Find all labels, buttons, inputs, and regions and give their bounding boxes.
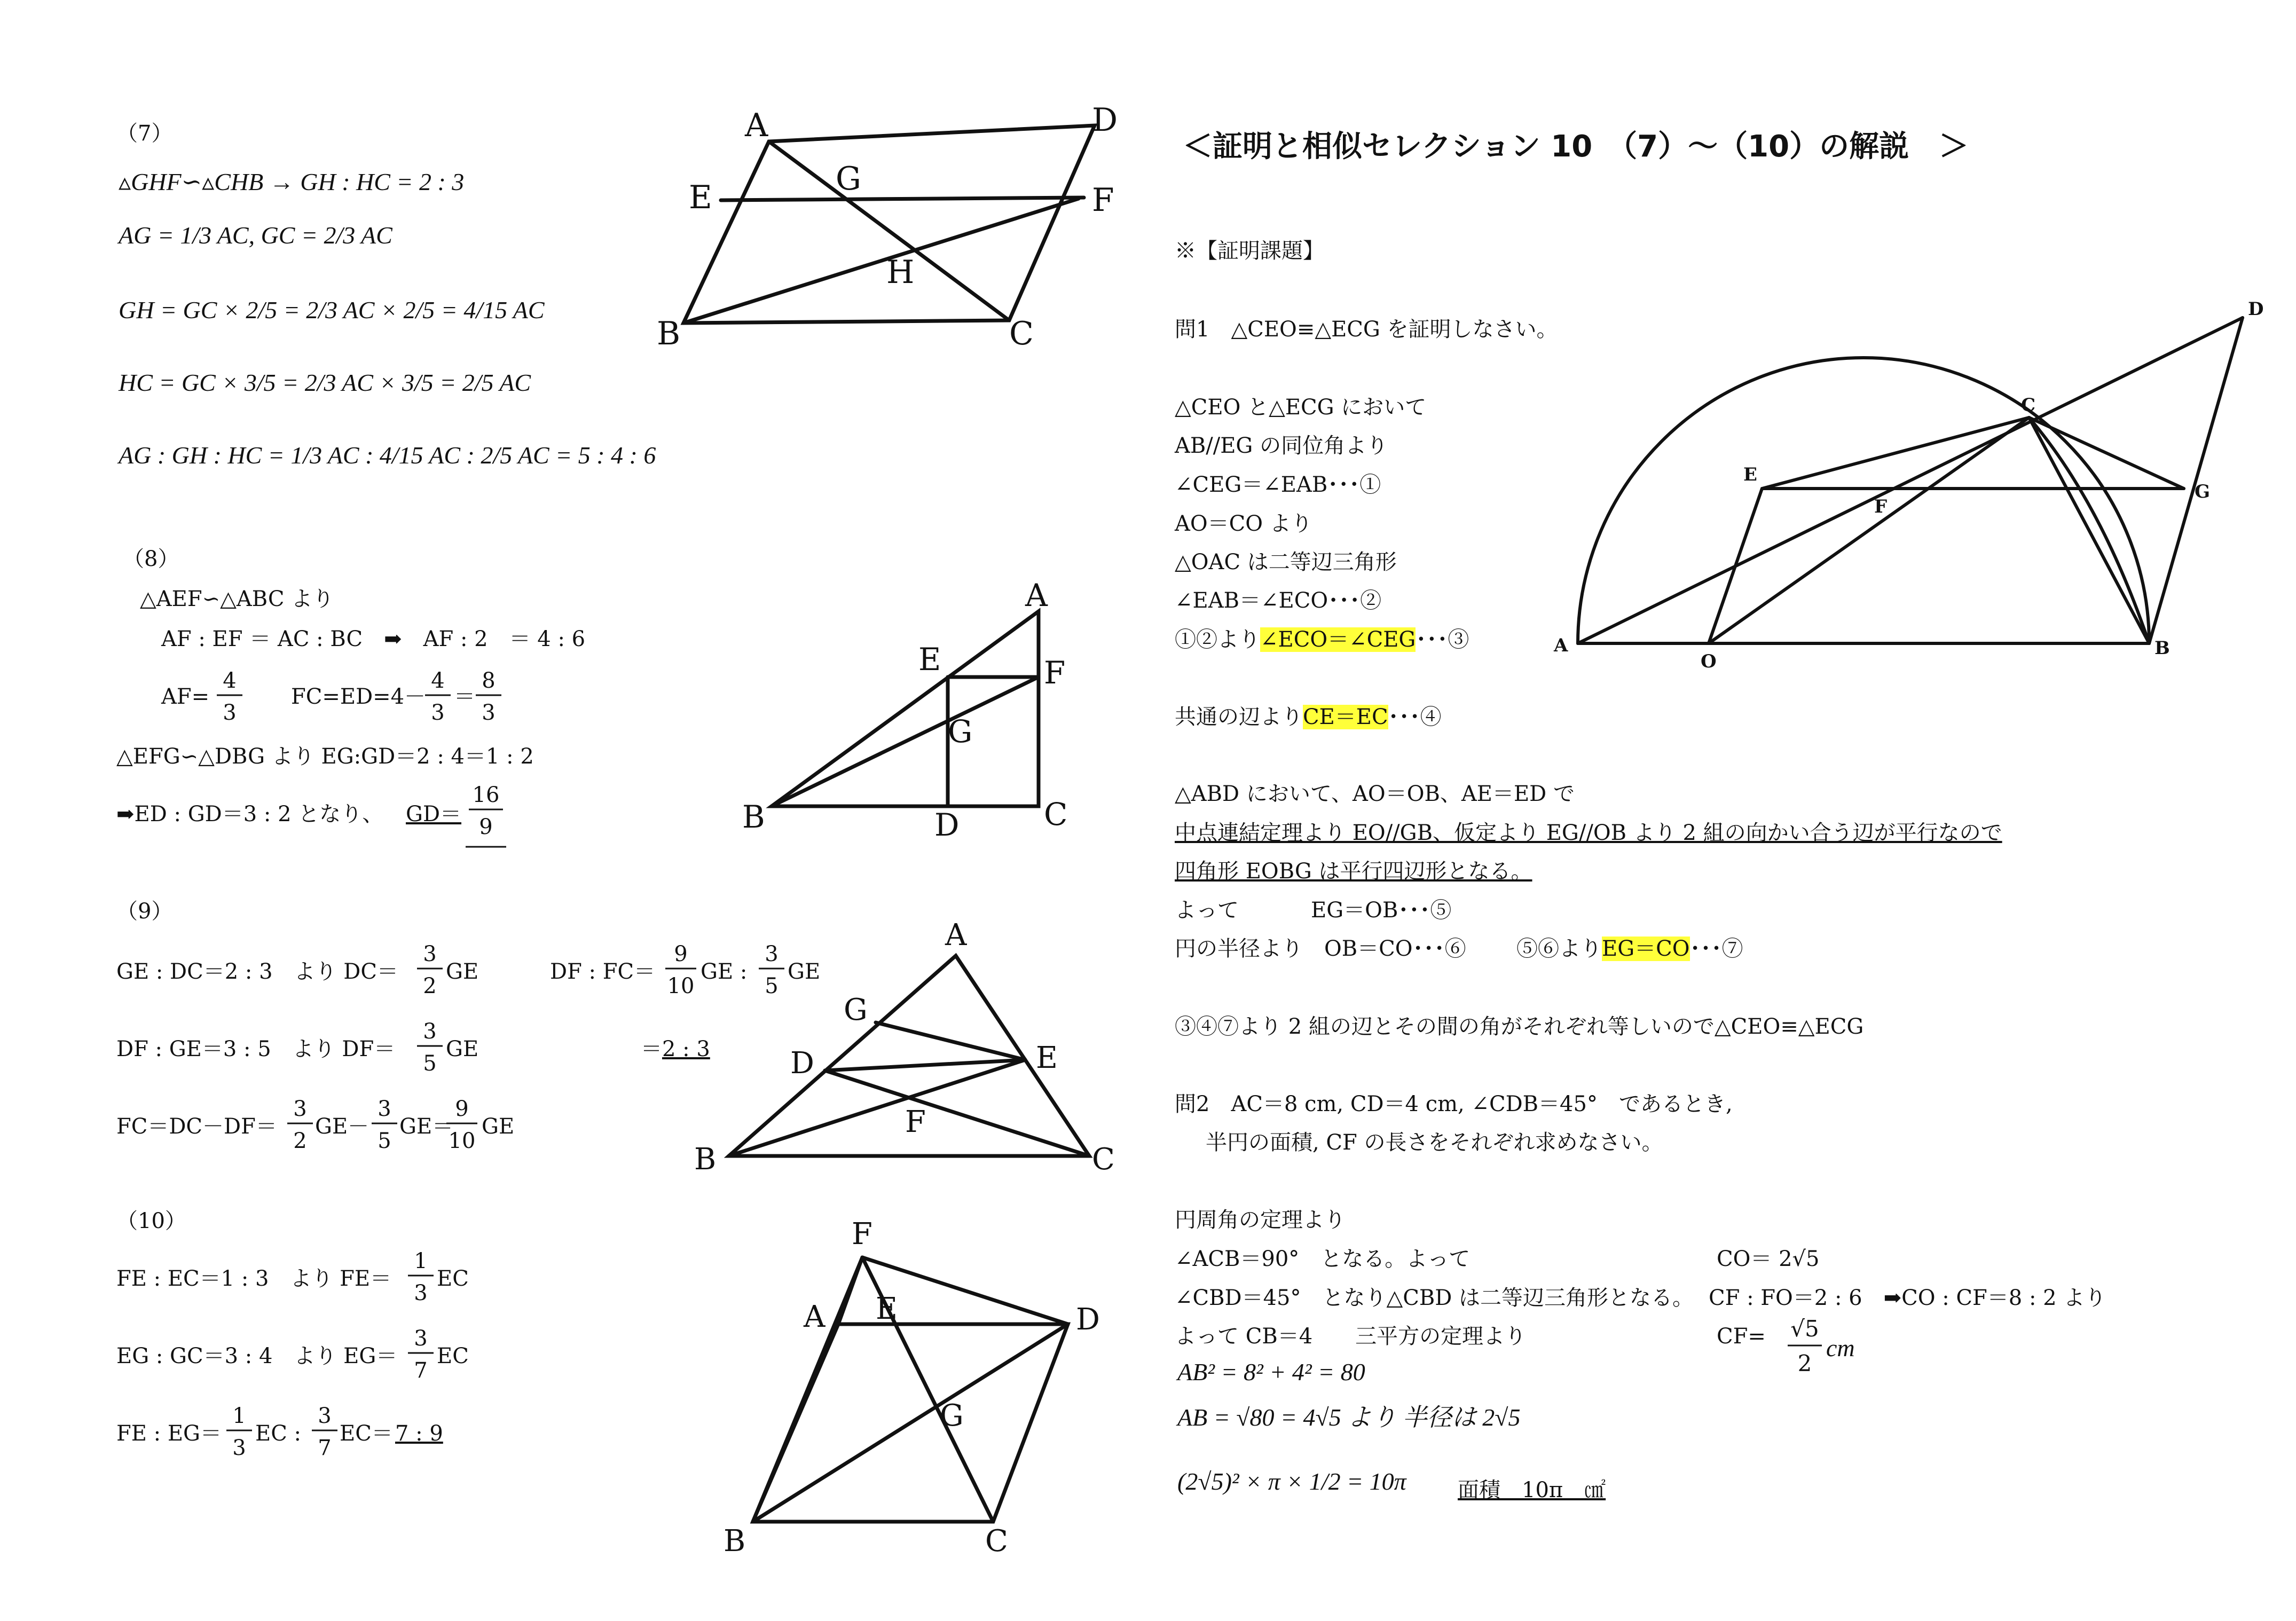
solution-line-2: ∠ACB＝90° となる。よって xyxy=(1175,1247,1471,1271)
p8-label-A: A xyxy=(1025,577,1048,613)
segment-bf xyxy=(683,199,1079,323)
svg-text:3: 3 xyxy=(293,1097,307,1121)
p10-line2-unit: EC xyxy=(437,1344,469,1368)
label-O: O xyxy=(1701,651,1717,672)
proof-line-10: 中点連結定理より EO//GB、仮定より EG//OB より 2 組の向かい合う辺が平行なので xyxy=(1175,821,2002,845)
p7-label-B: B xyxy=(657,315,681,352)
label-E: E xyxy=(1743,464,1757,485)
svg-text:3: 3 xyxy=(423,942,437,966)
p8-frac-8-3 xyxy=(473,666,505,736)
p7-line3: GH = GC × 2/5 = 2/3 AC × 2/5 = 4/15 AC xyxy=(119,296,545,324)
p8-fc-label: FC=ED=4－ xyxy=(291,684,426,709)
svg-text:10: 10 xyxy=(667,974,695,998)
p10-label-B: B xyxy=(724,1524,746,1559)
p9-label-D: D xyxy=(790,1046,814,1081)
p8-af-label: AF= xyxy=(161,684,210,709)
proof-line-8: 共通の辺よりCE＝EC･･･④ xyxy=(1175,705,1442,729)
proof-line-5: △OAC は二等辺三角形 xyxy=(1175,550,1397,575)
proof-line-2: AB//EG の同位角より xyxy=(1175,434,1388,458)
svg-text:3: 3 xyxy=(378,1097,391,1121)
proof-line-6: ∠EAB＝∠ECO･･･② xyxy=(1175,588,1382,613)
solution-line-4: よって CB＝4 三平方の定理より xyxy=(1175,1324,1527,1349)
segment-cg xyxy=(2029,418,2184,489)
label-A: A xyxy=(1554,635,1568,656)
p7-label: （7） xyxy=(116,121,173,146)
segment-ad xyxy=(1578,318,2243,643)
segment-ec xyxy=(1762,418,2029,489)
p7-label-G: G xyxy=(836,160,861,198)
p10-frac-3-7b xyxy=(309,1402,341,1471)
p9-line1-right2: GE : xyxy=(701,959,748,984)
p8-label-C: C xyxy=(1044,796,1068,832)
solution-line-7: (2√5)² × π × 1/2 = 10π xyxy=(1177,1468,1406,1495)
p9-frac-9-10b xyxy=(443,1095,481,1164)
p10-label-F: F xyxy=(852,1217,872,1252)
solution-cf-label: CF= xyxy=(1717,1324,1766,1349)
p9-label-G: G xyxy=(844,993,868,1027)
segment-bf xyxy=(772,677,1039,806)
p8-frac-16-9 xyxy=(465,781,507,855)
svg-text:4: 4 xyxy=(431,668,445,693)
segment-ef xyxy=(721,198,1084,200)
question-2b: 半円の面積, CF の長さをそれぞれ求めなさい。 xyxy=(1206,1130,1663,1155)
p7-label-H: H xyxy=(886,254,915,291)
p10-frac-1-3 xyxy=(405,1247,437,1316)
p9-line3-d: GE xyxy=(482,1114,515,1139)
question-2a: 問2 AC＝8 cm, CD＝4 cm, ∠CDB＝45° であるとき, xyxy=(1175,1092,1733,1116)
solution-line-3: ∠CBD＝45° となり△CBD は二等辺三角形となる。 xyxy=(1175,1286,1694,1310)
svg-text:3: 3 xyxy=(482,701,496,725)
proof-conclusion: ③④⑦より 2 組の辺とその間の角がそれぞれ等しいので△CEO≡△ECG xyxy=(1175,1014,1864,1039)
solution-co: CO＝ 2√5 xyxy=(1717,1247,1820,1271)
p8-label-E: E xyxy=(918,641,941,678)
p10-label-D: D xyxy=(1076,1302,1100,1337)
p8-line5: ➡ED : GD＝3 : 2 となり、 xyxy=(116,802,384,827)
p8-line4: △EFG∽△DBG より EG:GD＝2 : 4＝1 : 2 xyxy=(116,744,534,769)
highlight-ce-ec: CE＝EC xyxy=(1303,705,1388,729)
svg-text:2: 2 xyxy=(1797,1350,1812,1376)
p7-label-C: C xyxy=(1009,315,1034,352)
p8-gd-label: GD＝ xyxy=(406,802,462,827)
svg-text:1: 1 xyxy=(232,1404,246,1428)
p8-line2: AF : EF ＝ AC : BC ➡ AF : 2 ＝ 4 : 6 xyxy=(161,627,586,651)
proof-line-11: 四角形 EOBG は平行四辺形となる。 xyxy=(1175,859,1532,884)
label-G: G xyxy=(2195,481,2211,502)
svg-text:√5: √5 xyxy=(1790,1316,1819,1342)
p9-figure xyxy=(683,908,1143,1185)
segment-eo xyxy=(1709,489,1762,643)
p10-line1: FE : EC＝1 : 3 より FE＝ xyxy=(116,1266,392,1291)
svg-text:1: 1 xyxy=(414,1249,428,1273)
svg-text:3: 3 xyxy=(232,1436,246,1460)
svg-text:3: 3 xyxy=(431,701,445,725)
p7-line5: AG : GH : HC = 1/3 AC : 4/15 AC : 2/5 AC = 5 : 4 : 6 xyxy=(119,442,656,469)
p9-line1-right: DF : FC＝ xyxy=(550,959,656,984)
p9-line2: DF : GE＝3 : 5 より DF＝ xyxy=(116,1037,396,1061)
p8-label-G: G xyxy=(948,713,973,750)
p7-label-E: E xyxy=(689,179,712,216)
p7-label-A: A xyxy=(745,107,768,144)
svg-text:9: 9 xyxy=(674,942,688,966)
p8-figure xyxy=(737,577,1089,854)
p10-line1-unit: EC xyxy=(437,1266,469,1291)
svg-text:9: 9 xyxy=(455,1097,469,1121)
proof-line-12a: よって xyxy=(1175,898,1239,923)
label-B: B xyxy=(2155,638,2170,659)
p8-eq: ＝ xyxy=(454,684,475,709)
p10-label-C: C xyxy=(985,1524,1008,1559)
segment-be xyxy=(729,1060,1025,1156)
p7-line1: ▵GHF∽▵CHB → GH : HC = 2 : 3 xyxy=(119,168,465,195)
p8-frac-4-3 xyxy=(214,666,246,736)
p10-line3: FE : EG＝ xyxy=(116,1421,222,1446)
label-F: F xyxy=(1874,496,1888,517)
p9-frac-3-2b xyxy=(284,1095,316,1164)
p7-label-F: F xyxy=(1092,182,1114,219)
p9-line1-right3: GE xyxy=(788,959,821,984)
svg-text:16: 16 xyxy=(472,783,500,807)
solution-area: 面積 10π ㎠ xyxy=(1458,1478,1606,1502)
solution-line-1: 円周角の定理より xyxy=(1175,1208,1346,1232)
svg-text:3: 3 xyxy=(318,1404,332,1428)
p8-frac-4-3b xyxy=(422,666,454,736)
svg-text:7: 7 xyxy=(318,1436,332,1460)
svg-text:2: 2 xyxy=(293,1129,307,1153)
p9-line2-unit: GE xyxy=(446,1037,479,1061)
p9-label-C: C xyxy=(1092,1142,1115,1177)
proof-line-9: △ABD において、AO＝OB、AE＝ED で xyxy=(1175,782,1575,806)
proof-line-13b: ⑤⑥よりEG＝CO･･･⑦ xyxy=(1516,937,1743,961)
proof-line-7: ①②より∠ECO＝∠CEG･･･③ xyxy=(1175,627,1469,652)
p7-line4: HC = GC × 3/5 = 2/3 AC × 3/5 = 2/5 AC xyxy=(119,369,531,396)
proof-line-13a: 円の半径より OB＝CO･･･⑥ xyxy=(1175,937,1466,961)
p9-line3-c: GE＝ xyxy=(399,1114,454,1139)
p10-answer: 7 : 9 xyxy=(395,1421,443,1446)
p9-line3: FC＝DC－DF＝ xyxy=(116,1114,277,1139)
p10-line3-c: EC＝ xyxy=(340,1421,393,1446)
p8-label-F: F xyxy=(1044,655,1066,691)
p10-label-E: E xyxy=(876,1292,898,1326)
p10-frac-3-7 xyxy=(405,1324,437,1394)
svg-text:3: 3 xyxy=(223,701,237,725)
svg-text:8: 8 xyxy=(482,668,496,693)
p7-line2: AG = 1/3 AC, GC = 2/3 AC xyxy=(119,222,392,249)
p9-frac-3-5b xyxy=(414,1017,446,1087)
p9-frac-3-5c xyxy=(368,1095,400,1164)
parallelogram-abcd xyxy=(683,125,1095,323)
p8-line1: △AEF∽△ABC より xyxy=(140,587,334,611)
svg-text:7: 7 xyxy=(414,1358,428,1383)
p7-figure xyxy=(641,101,1153,363)
p7-label-D: D xyxy=(1092,101,1118,139)
p9-label-F: F xyxy=(905,1105,926,1139)
p9-answer: 2 : 3 xyxy=(662,1037,710,1061)
solution-cf-unit: cm xyxy=(1826,1334,1855,1362)
proof-note: ※【証明課題】 xyxy=(1175,239,1324,263)
svg-text:5: 5 xyxy=(765,974,779,998)
p9-label-E: E xyxy=(1036,1041,1058,1075)
svg-text:4: 4 xyxy=(223,668,237,693)
p10-label-A: A xyxy=(804,1300,825,1334)
solution-cf-ratio: CF : FO＝2 : 6 ➡CO : CF＝8 : 2 より xyxy=(1709,1286,2106,1310)
page-title: ＜証明と相似セレクション 10 （7）～（10）の解説 ＞ xyxy=(1183,129,1969,164)
p10-label-G: G xyxy=(940,1398,964,1433)
p9-label-B: B xyxy=(694,1142,717,1177)
segment-oc xyxy=(1709,418,2029,643)
solution-cf-fraction xyxy=(1783,1312,1826,1387)
p9-line2-eq: ＝ xyxy=(641,1037,662,1061)
p9-line3-b: GE－ xyxy=(315,1114,369,1139)
question-1: 問1 △CEO≡△ECG を証明しなさい。 xyxy=(1175,317,1558,342)
p10-figure xyxy=(715,1212,1143,1575)
svg-text:5: 5 xyxy=(423,1051,437,1076)
segment-fb xyxy=(753,1257,862,1522)
p10-line3-b: EC : xyxy=(255,1421,301,1446)
label-D: D xyxy=(2248,298,2264,320)
svg-text:3: 3 xyxy=(414,1326,428,1351)
p8-label: （8） xyxy=(123,547,179,571)
svg-text:3: 3 xyxy=(423,1019,437,1044)
p10-line2: EG : GC＝3 : 4 より EG＝ xyxy=(116,1344,398,1368)
semicircle-figure xyxy=(1538,299,2285,683)
label-C: C xyxy=(2021,395,2036,416)
highlight-eco-ceg: ∠ECO＝∠CEG xyxy=(1260,627,1416,652)
svg-text:9: 9 xyxy=(479,815,493,839)
p8-label-D: D xyxy=(934,807,960,843)
svg-text:10: 10 xyxy=(448,1129,476,1153)
svg-text:5: 5 xyxy=(378,1129,391,1153)
p9-label-A: A xyxy=(945,918,967,953)
p9-line1-unit: GE xyxy=(446,959,479,984)
svg-text:2: 2 xyxy=(423,974,437,998)
p8-label-B: B xyxy=(742,799,765,835)
p9-label: （9） xyxy=(116,899,173,924)
p9-frac-3-2 xyxy=(414,940,446,1009)
proof-line-3: ∠CEG＝∠EAB･･･① xyxy=(1175,473,1381,497)
p10-frac-1-3b xyxy=(223,1402,255,1471)
proof-line-4: AO＝CO より xyxy=(1175,512,1312,536)
svg-text:3: 3 xyxy=(765,942,779,966)
proof-line-12b: EG＝OB･･･⑤ xyxy=(1311,898,1452,923)
triangle-abc xyxy=(772,611,1039,806)
solution-line-6: AB = √80 = 4√5 より 半径は 2√5 xyxy=(1177,1404,1521,1431)
solution-line-5: AB² = 8² + 4² = 80 xyxy=(1177,1358,1365,1386)
p10-label: （10） xyxy=(116,1209,186,1233)
segment-cb xyxy=(2029,418,2149,643)
p9-line1: GE : DC＝2 : 3 より DC＝ xyxy=(116,959,398,984)
highlight-eg-co: EG＝CO xyxy=(1602,937,1690,961)
proof-line-1: △CEO と△ECG において xyxy=(1175,395,1427,420)
svg-text:3: 3 xyxy=(414,1281,428,1305)
